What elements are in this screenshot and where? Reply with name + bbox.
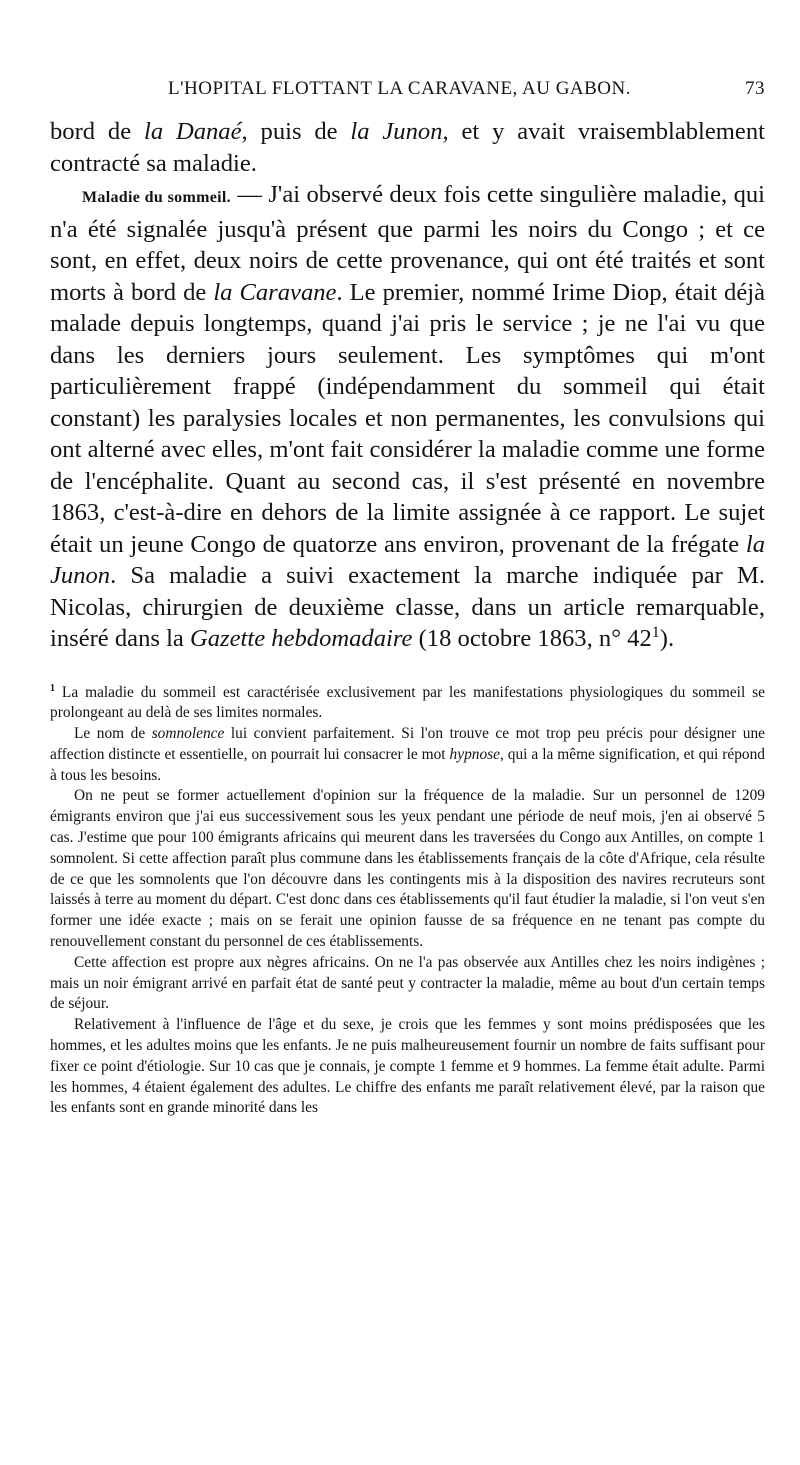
running-title: L'HOPITAL FLOTTANT LA CARAVANE, AU GABON. — [168, 78, 632, 99]
footnote-para-5: Relativement à l'influence de l'âge et du sexe, je crois que les femmes y sont moins prédisposées que les hommes, et les adultes moins que les enfants. Je ne puis malheureusement fournir un nombre de faits suffisant pour fixer ce point d'étiologie. Sur 10 cas que je connais, je compte 1 femme et 9 hommes. La femme était adulte. Parmi les hommes, 4 étaient également des adultes. Le chiffre des enfants me paraît relativement élevé, par la raison que les enfants sont en grande minorité dans les — [50, 1016, 765, 1117]
footnote-para-3: On ne peut se former actuellement d'opinion sur la fréquence de la maladie. Sur un personnel de 1209 émigrants environ que j'ai eus successivement sous les yeux pendant une période de neuf mois, j'en ai observé 5 cas. J'estime que pour 100 émigrants africains qui meurent dans les traversées du Congo aux Antilles, on compte 1 somnolent. Si cette affection paraît plus commune dans les établissements français de la côte d'Afrique, cela résulte de ce que les somnolents que l'on découvre dans les contingents mis à la disposition des navires recruteurs sont laissés à terre au moment du départ. C'est donc dans ces établissements qu'il faut étudier la maladie, si l'on veut s'en former une idée exacte ; mais on se ferait une opinion fausse de sa fréquence en ne tenant pas compte du renouvellement constant du personnel de ces établissements. — [50, 787, 765, 951]
page-number: 73 — [745, 78, 765, 99]
footnote-para-2: Le nom de somnolence lui convient parfaitement. Si l'on trouve ce mot trop peu précis pour désigner une affection distincte et essentielle, on pourrait lui consacrer le mot hypnose, qui a la même signification, et qui répond à tous les besoins. — [50, 725, 765, 784]
section-heading: Maladie du sommeil. — [82, 189, 231, 206]
footnote-marker: 1 — [50, 682, 55, 694]
book-page — [50, 78, 765, 1119]
paragraph-maladie-sommeil: Maladie du sommeil. — J'ai observé deux fois cette singulière maladie, qui n'a été signalée jusqu'à présent que parmi les noirs du Congo ; et ce sont, en effet, deux noirs de cette provenance, qui ont été traités et sont morts à bord de la Caravane. Le premier, nommé Irime Diop, était déjà malade depuis longtemps, quand j'ai pris le service ; je ne l'ai vu que dans les derniers jours seulement. Les symptômes qui m'ont particulièrement frappé (indépendamment du sommeil qui était constant) les paralysies locales et non permanentes, les convulsions qui ont alterné avec elles, m'ont fait considérer la maladie comme une forme de l'encéphalite. Quant au second cas, il s'est présenté en novembre 1863, c'est-à-dire en dehors de la limite assignée à ce rapport. Le sujet était un jeune Congo de quatorze ans environ, provenant de la frégate la Junon. Sa maladie a suivi exactement la marche indiquée par M. Nicolas, chirurgien de deuxième classe, dans un article remarquable, inséré dans la Gazette hebdomadaire (18 octobre 1863, n° $42^1$). — [50, 181, 766, 652]
running-header — [50, 78, 765, 108]
main-text — [50, 116, 765, 655]
footnote-para-1: $^1$ La maladie du sommeil est caractérisée exclusivement par les manifestations physiologiques du sommeil se prolongeant au delà de ses limites normales. — [50, 682, 765, 722]
footnote-para-4: Cette affection est propre aux nègres africains. On ne l'a pas observée aux Antilles chez les noirs indigènes ; mais un noir émigrant arrivé en parfait état de santé peut y contracter la maladie, même au bout d'un certain temps de séjour. — [50, 953, 765, 1013]
footnote-ref: 1 — [651, 623, 660, 641]
paragraph-continuation: bord de la Danaé, puis de la Junon, et y avait vraisemblablement contracté sa maladie. — [50, 118, 765, 177]
footnote — [50, 683, 765, 1120]
